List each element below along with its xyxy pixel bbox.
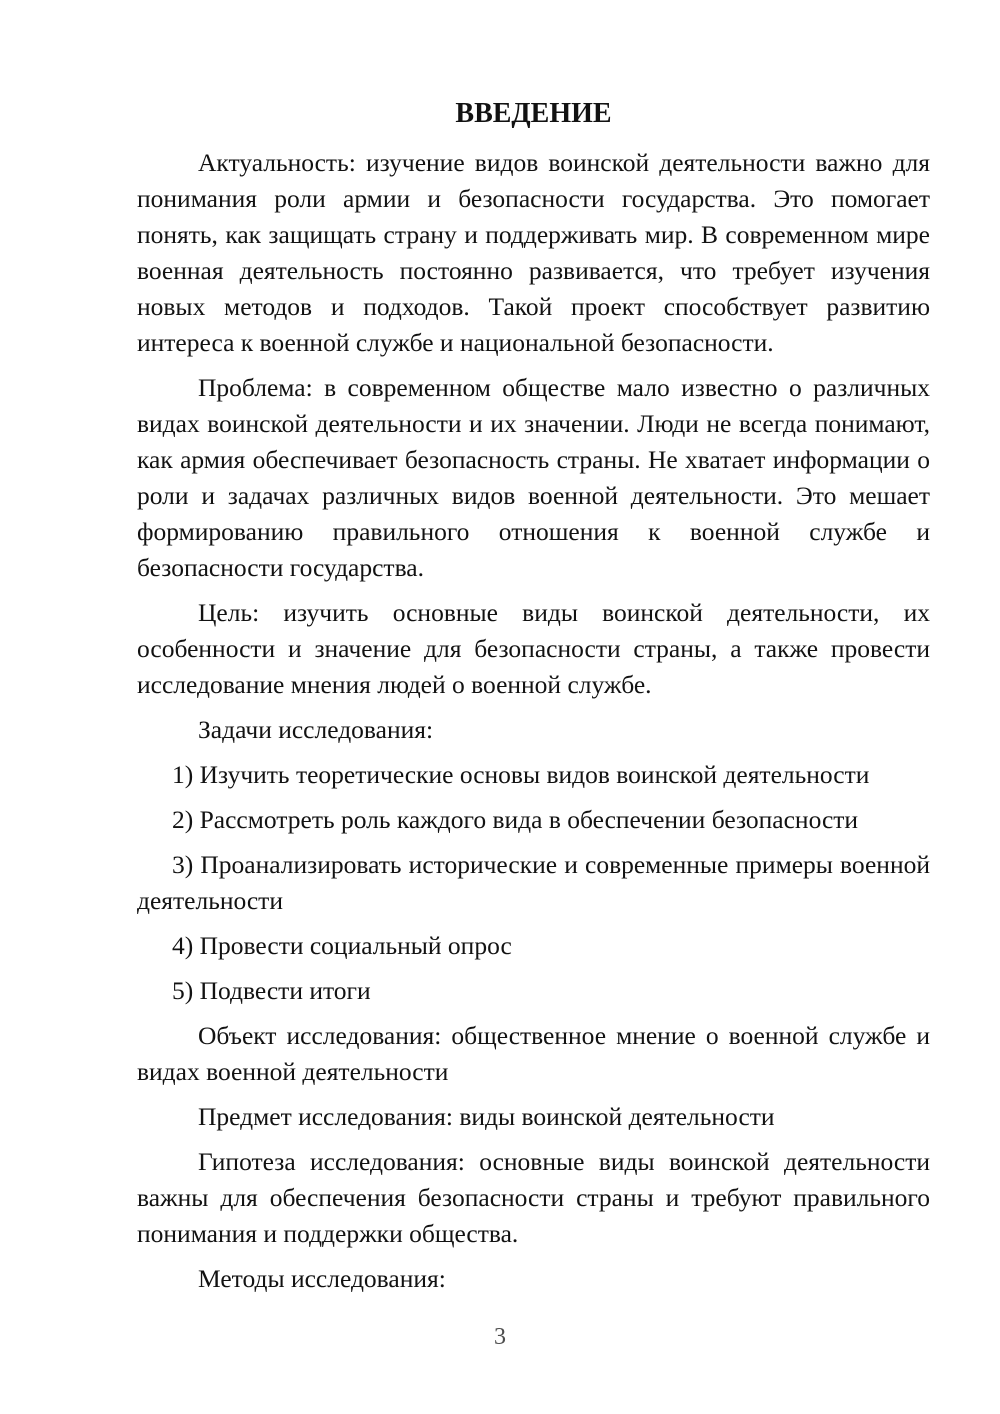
text-line: видах воинской деятельности и их значении. Люди не всегда понимают, bbox=[137, 409, 930, 438]
document-content bbox=[137, 96, 930, 1306]
text-line: как армия обеспечивает безопасность страны. Не хватает информации о bbox=[137, 445, 930, 474]
list-item-paragraph bbox=[137, 802, 930, 838]
text-line: Предмет исследования: виды воинской деятельности bbox=[198, 1102, 775, 1131]
paragraph bbox=[137, 145, 930, 361]
text-line: роли и задачах различных видов военной деятельности. Это мешает bbox=[137, 481, 930, 510]
text-line: понимания и поддержки общества. bbox=[137, 1219, 519, 1248]
text-line: 1) Изучить теоретические основы видов воинской деятельности bbox=[172, 760, 870, 789]
text-line: 4) Провести социальный опрос bbox=[172, 931, 512, 960]
text-line: военная деятельность постоянно развивается, что требует изучения bbox=[137, 256, 930, 285]
paragraph bbox=[137, 595, 930, 703]
paragraph bbox=[137, 1099, 930, 1135]
page-number: 3 bbox=[494, 1324, 506, 1350]
paragraph bbox=[137, 712, 930, 748]
list-item-paragraph bbox=[137, 757, 930, 793]
text-line: исследование мнения людей о военной службе. bbox=[137, 670, 652, 699]
text-line: понять, как защищать страну и поддерживать мир. В современном мире bbox=[137, 220, 930, 249]
paragraph bbox=[137, 1144, 930, 1252]
text-line: Методы исследования: bbox=[198, 1264, 446, 1293]
paragraph bbox=[137, 1018, 930, 1090]
text-line: 5) Подвести итоги bbox=[172, 976, 371, 1005]
text-line: Объект исследования: общественное мнение о военной службе и bbox=[198, 1021, 930, 1050]
text-line: Актуальность: изучение видов воинской деятельности важно для bbox=[198, 148, 930, 177]
text-line: новых методов и подходов. Такой проект способствует развитию bbox=[137, 292, 930, 321]
text-line: Гипотеза исследования: основные виды воинской деятельности bbox=[198, 1147, 930, 1176]
paragraph bbox=[137, 1261, 930, 1297]
text-line: Проблема: в современном обществе мало известно о различных bbox=[198, 373, 930, 402]
text-line: видах военной деятельности bbox=[137, 1057, 449, 1086]
text-line: особенности и значение для безопасности страны, а также провести bbox=[137, 634, 930, 663]
text-line: Цель: изучить основные виды воинской деятельности, их bbox=[198, 598, 930, 627]
text-line: интереса к военной службе и национальной безопасности. bbox=[137, 328, 774, 357]
text-line: формированию правильного отношения к военной службе и bbox=[137, 517, 930, 546]
text-line: безопасности государства. bbox=[137, 553, 424, 582]
page-title: ВВЕДЕНИЕ bbox=[455, 98, 612, 129]
text-line: важны для обеспечения безопасности страны и требуют правильного bbox=[137, 1183, 930, 1212]
list-item-paragraph bbox=[137, 847, 930, 919]
text-line: Задачи исследования: bbox=[198, 715, 434, 744]
document-body bbox=[137, 145, 930, 1297]
text-line: понимания роли армии и безопасности государства. Это помогает bbox=[137, 184, 930, 213]
list-item-paragraph bbox=[137, 973, 930, 1009]
text-line: 2) Рассмотреть роль каждого вида в обеспечении безопасности bbox=[172, 805, 859, 834]
paragraph bbox=[137, 370, 930, 586]
text-line: деятельности bbox=[137, 886, 283, 915]
list-item-paragraph bbox=[137, 928, 930, 964]
text-line: 3) Проанализировать исторические и современные примеры военной bbox=[172, 850, 930, 879]
